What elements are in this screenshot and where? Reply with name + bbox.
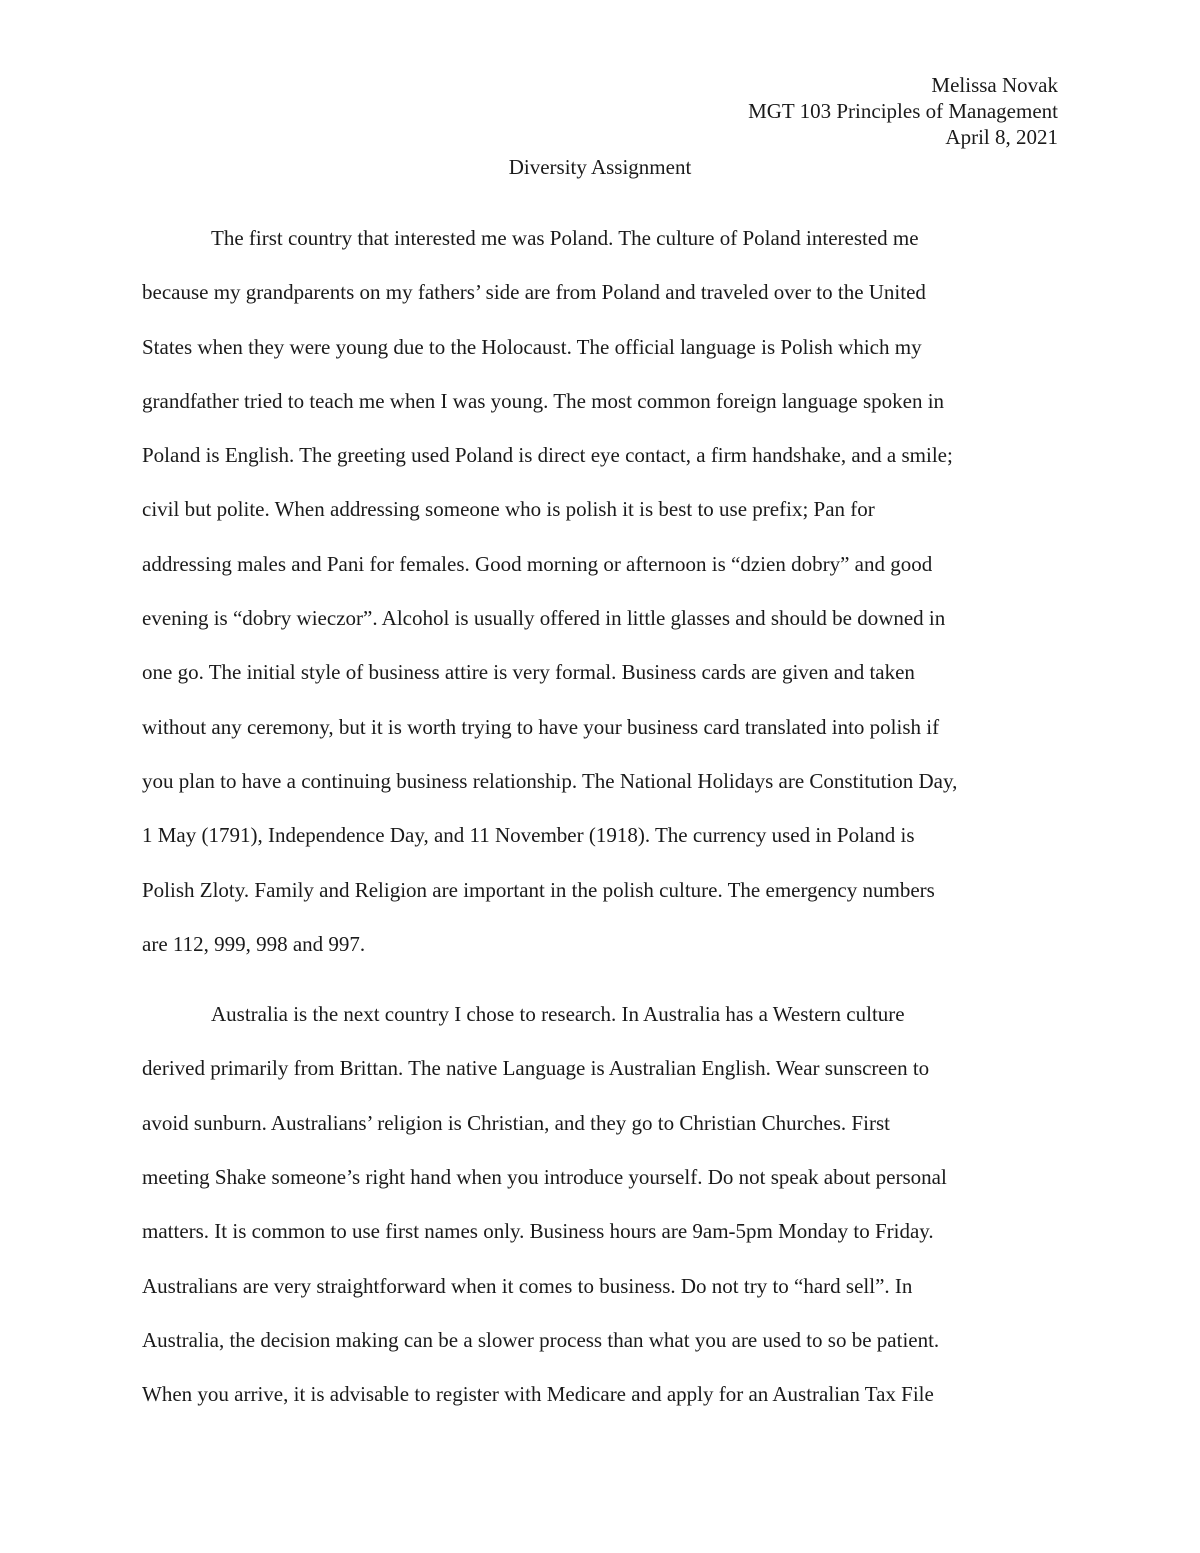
paragraph-line: evening is “dobry wieczor”. Alcohol is usually offered in little glasses and should be downed in (142, 606, 946, 631)
paragraph-line: because my grandparents on my fathers’ side are from Poland and traveled over to the United (142, 280, 926, 305)
paragraph-line: without any ceremony, but it is worth trying to have your business card translated into polish if (142, 714, 940, 739)
paragraph-line: The first country that interested me was Poland. The culture of Poland interested me (211, 226, 919, 250)
paragraph-poland (142, 211, 1058, 971)
paragraph-line: States when they were young due to the Holocaust. The official language is Polish which my (142, 334, 922, 359)
paragraph-line: 1 May (1791), Independence Day, and 11 November (1918). The currency used in Poland is (142, 823, 915, 848)
document-date: April 8, 2021 (945, 125, 1058, 149)
paragraph-line: you plan to have a continuing business relationship. The National Holidays are Constitution Day, (142, 768, 958, 793)
document-body (142, 211, 1058, 1422)
paragraph-line: Poland is English. The greeting used Poland is direct eye contact, a firm handshake, and a smile; (142, 443, 953, 468)
paragraph-line: When you arrive, it is advisable to register with Medicare and apply for an Australian Tax File (142, 1382, 934, 1407)
paragraph-line: matters. It is common to use first names only. Business hours are 9am-5pm Monday to Friday. (142, 1219, 934, 1244)
paragraph-line: Polish Zloty. Family and Religion are important in the polish culture. The emergency numbers (142, 877, 935, 902)
paragraph-line: meeting Shake someone’s right hand when you introduce yourself. Do not speak about personal (142, 1165, 947, 1190)
author-name: Melissa Novak (931, 73, 1058, 97)
paragraph-line: Australia, the decision making can be a slower process than what you are used to so be patient. (142, 1327, 940, 1352)
paragraph-line: avoid sunburn. Australians’ religion is Christian, and they go to Christian Churches. First (142, 1110, 890, 1135)
paragraph-line: are 112, 999, 998 and 997. (142, 931, 366, 956)
paragraph-line: civil but polite. When addressing someone who is polish it is best to use prefix; Pan for (142, 497, 875, 522)
paragraph-line: Australians are very straightforward when it comes to business. Do not try to “hard sell”. In (142, 1273, 913, 1298)
paragraph-line: Australia is the next country I chose to research. In Australia has a Western culture (211, 1002, 905, 1027)
document-header (748, 72, 1058, 150)
course-name: MGT 103 Principles of Management (748, 99, 1058, 123)
paragraph-line: grandfather tried to teach me when I was young. The most common foreign language spoken in (142, 388, 945, 413)
paragraph-line: addressing males and Pani for females. Good morning or afternoon is “dzien dobry” and good (142, 551, 933, 576)
paragraph-line: one go. The initial style of business attire is very formal. Business cards are given and taken (142, 660, 915, 685)
paragraph-line: derived primarily from Brittan. The native Language is Australian English. Wear sunscreen to (142, 1056, 930, 1081)
paragraph-australia (142, 987, 1058, 1421)
paragraph-spacer (142, 971, 1058, 987)
document-title: Diversity Assignment (508, 155, 692, 179)
